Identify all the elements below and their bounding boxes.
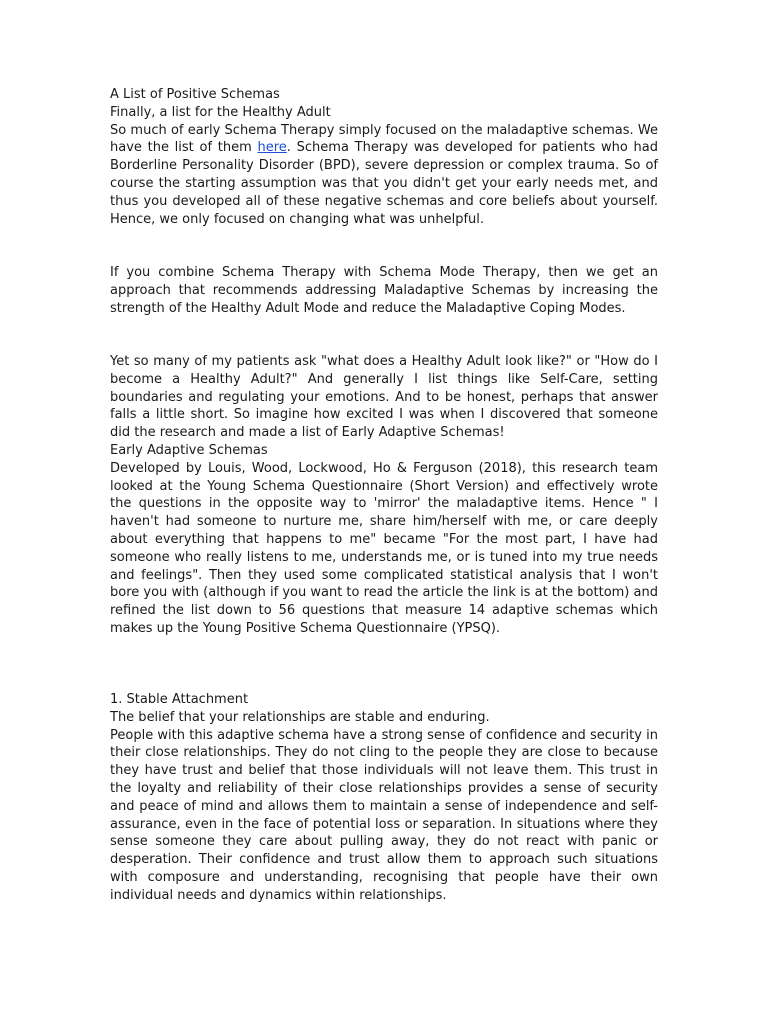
document-page	[110, 86, 658, 905]
paragraph-spacer	[110, 228, 658, 264]
schema-list-link[interactable]: here	[257, 140, 287, 156]
intro-text-after-link: . Schema Therapy was developed for patients who had Borderline Personality Disorder (BPD), severe depression or complex trauma. So of course the starting assumption was that you didn't get your early needs met, and thus you developed all of these negative schemas and core beliefs about yourself. Hence, we only focused on changing what was unhelpful.	[110, 140, 658, 227]
research-paragraph: Developed by Louis, Wood, Lockwood, Ho & Ferguson (2018), this research team looked at the Young Schema Questionnaire (Short Version) and effectively wrote the questions in the opposite way to 'mirror' the maladaptive items. Hence " I haven't had someone to nurture me, share him/herself with me, or care deeply about everything that happens to me" became "For the most part, I have had someone who really listens to me, understands me, or is tuned into my true needs and feelings". Then they used some complicated statistical analysis that I won't bore you with (although if you want to read the article the link is at the bottom) and refined the list down to 56 questions that measure 14 adaptive schemas which makes up the Young Positive Schema Questionnaire (YPSQ).	[110, 460, 658, 636]
schema-belief: The belief that your relationships are stable and enduring.	[110, 709, 490, 725]
schema-mode-paragraph: If you combine Schema Therapy with Schema Mode Therapy, then we get an approach that recommends addressing Maladaptive Schemas by increasing the strength of the Healthy Adult Mode and reduce the Maladaptive Coping Modes.	[110, 264, 658, 316]
paragraph-spacer	[110, 638, 658, 691]
schema-heading: 1. Stable Attachment	[110, 692, 249, 708]
intro-text-before-link: So much of early Schema Therapy simply focused on the maladaptive schemas. We have the list of them	[110, 122, 658, 156]
schema-description: People with this adaptive schema have a strong sense of confidence and security in their close relationships. They do not cling to the people they are close to because they have trust and belief that those individuals will not leave them. This trust in the loyalty and reliability of their close relationships provides a sense of security and peace of mind and allows them to maintain a sense of independence and self-assurance, even in the face of potential loss or separation. In situations where they sense someone they care about pulling away, they do not react with panic or desperation. Their confidence and trust allow them to approach such situations with composure and understanding, recognising that people have their own individual needs and dynamics within relationships.	[110, 727, 658, 903]
intro-paragraph	[110, 122, 658, 229]
document-subtitle: Finally, a list for the Healthy Adult	[110, 104, 331, 120]
patients-paragraph: Yet so many of my patients ask "what does a Healthy Adult look like?" or "How do I become a Healthy Adult?" And generally I list things like Self-Care, setting boundaries and regulating your emotions. And to be honest, perhaps that answer falls a little short. So imagine how excited I was when I discovered that someone did the research and made a list of Early Adaptive Schemas!	[110, 353, 658, 441]
section-heading: Early Adaptive Schemas	[110, 442, 268, 458]
paragraph-spacer	[110, 317, 658, 353]
document-title: A List of Positive Schemas	[110, 87, 280, 102]
